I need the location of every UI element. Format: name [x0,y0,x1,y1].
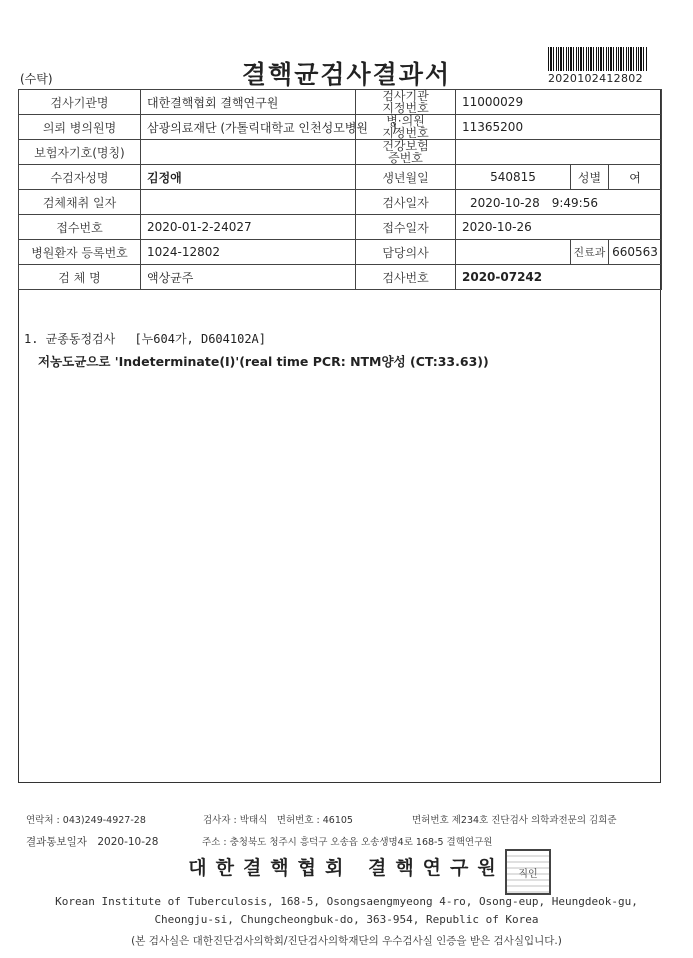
hospital-label: 의뢰 병의원명 [19,115,141,140]
result-line: 저농도균으로 'Indeterminate(I)'(real time PCR: NTM양성 (CT:33.63)) [38,354,489,369]
collect-date-label: 검체채취 일자 [19,190,141,215]
table-row [19,190,662,215]
specimen-label: 검 체 명 [19,265,141,290]
insured-label: 보험자기호(명칭) [19,140,141,165]
examiner-text: 검사자 : 박태식 면허번호 : 46105 [203,815,353,826]
contact-text: 연락처 : 043)249-4927-28 [26,815,146,826]
reg-no-value: 1024-12802 [141,240,356,265]
institution-label: 검사기관명 [19,90,141,115]
doctor-value [456,240,571,265]
test-no-label: 검사번호 [356,265,456,290]
result-heading: 1. 균종동정검사 [누604가, D604102A] [24,332,267,346]
address-en-line-1: Korean Institute of Tuberculosis, 168-5, Osongsaengmyeong 4-ro, Osong-eup, Heungdeok-gu, [55,895,638,908]
dept-value: 660563 [609,240,662,265]
info-table [18,89,662,290]
notify-date: 결과통보일자 2020-10-28 [26,836,159,848]
doctor-label: 담당의사 [356,240,456,265]
sex-label: 성별 [571,165,609,190]
birth-label: 생년월일 [356,165,456,190]
patient-value: 김정애 [141,165,356,190]
org-name: 대한결핵협회 결핵연구원 [188,857,505,879]
copy-label: (수탁) [20,72,53,86]
barcode-number: 2020102412802 [548,72,643,85]
institution-value: 대한결핵협회 결핵연구원 [141,90,356,115]
receipt-no-value: 2020-01-2-24027 [141,215,356,240]
collect-date-value [141,190,356,215]
license-text: 면허번호 제234호 진단검사 의학과전문의 김희준 [412,815,617,826]
receipt-date-value: 2020-10-26 [456,215,662,240]
table-row [19,165,662,190]
patient-label: 수검자성명 [19,165,141,190]
test-no-value: 2020-07242 [456,265,662,290]
table-row [19,90,662,115]
table-row [19,115,662,140]
specimen-value: 액상균주 [141,265,356,290]
inst-code-label: 검사기관 지정번호 [356,90,456,115]
receipt-no-label: 접수번호 [19,215,141,240]
dept-label: 진료과 [571,240,609,265]
reg-no-label: 병원환자 등록번호 [19,240,141,265]
health-ins-label: 건강보험 증번호 [356,140,456,165]
sex-value: 여 [609,165,662,190]
document-title: 결핵균검사결과서 [241,60,452,89]
address-en-line-2: Cheongju-si, Chungcheongbuk-do, 363-954, Republic of Korea [154,913,539,926]
hosp-code-value: 11365200 [456,115,662,140]
test-date-value: 2020-10-28 9:49:56 [456,190,662,215]
receipt-date-label: 접수일자 [356,215,456,240]
certification-notice: (본 검사실은 대한진단검사의학회/진단검사의학재단의 우수검사실 인증을 받은 검사실입니다.) [131,935,562,947]
table-row [19,265,662,290]
test-date-label: 검사일자 [356,190,456,215]
health-ins-value [456,140,662,165]
hospital-value: 삼광의료재단 (가톨릭대학교 인천성모병원 ) [141,115,356,140]
table-row [19,140,662,165]
table-row [19,215,662,240]
birth-value: 540815 [456,165,571,190]
insured-value [141,140,356,165]
hosp-code-label: 병·의원 지정번호 [356,115,456,140]
table-row [19,240,662,265]
official-seal: 직인 [505,849,551,895]
address-kr: 주소 : 충청북도 청주시 흥덕구 오송읍 오송생명4로 168-5 결핵연구원 [202,837,493,848]
inst-code-value: 11000029 [456,90,662,115]
